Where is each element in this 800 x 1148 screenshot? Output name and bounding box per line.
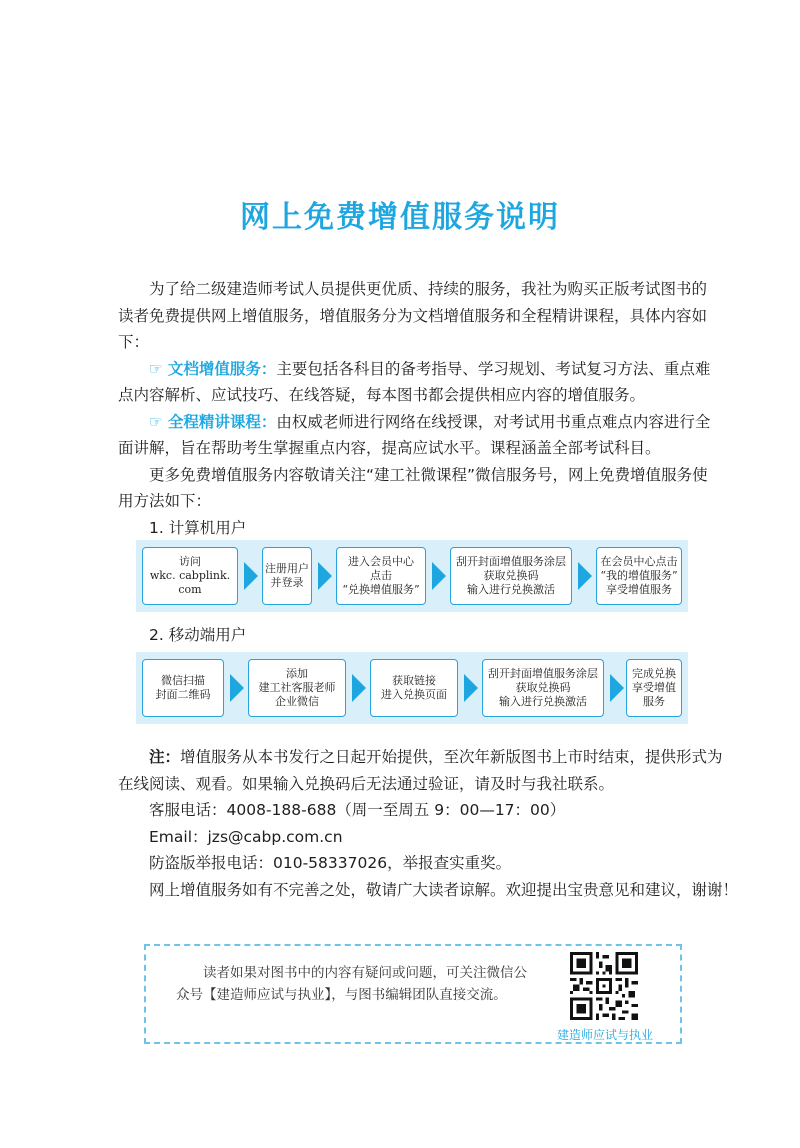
note-label: 注： [149,748,181,766]
computer-flowchart [136,540,688,612]
mobile-flowchart [136,652,688,724]
arrow-right-icon [464,674,478,702]
item-label: 全程精讲课程： [167,412,277,431]
item-document-service [118,356,720,409]
note-text: 增值服务从本书发行之日起开始提供，至次年新版图书上市时结束，提供形式为在线阅读、观看。如果输入兑换码后无法通过验证，请及时与我社联系。 [118,748,723,793]
flow-step: 在会员中心点击 “我的增值服务” 享受增值服务 [596,547,682,605]
pointing-hand-icon: ☞ [149,359,163,378]
more-paragraph: 更多免费增值服务内容敬请关注“建工社微课程”微信服务号，网上免费增值服务使用方法如下： [118,465,708,510]
flow-step: 注册用户 并登录 [262,547,312,605]
item-label: 文档增值服务： [167,359,277,378]
arrow-right-icon [352,674,366,702]
page-title: 网上免费增值服务说明 [240,200,560,235]
phone-line: 客服电话：4008-188-688（周一至周五 9：00—17：00） [149,801,566,819]
arrow-right-icon [610,674,624,702]
item-course-service [118,409,720,462]
item-text: 主要包括各科目的备考指导、学习规划、考试复习方法、重点难点内容解析、应试技巧、在线答疑，每本图书都会提供相应内容的增值服务。 [118,359,711,404]
flow-step: 微信扫描 封面二维码 [142,659,224,717]
email-line: Email：jzs@cabp.com.cn [149,827,343,846]
qr-caption: 建造师应试与执业 [556,1028,653,1042]
arrow-right-icon [230,674,244,702]
arrow-right-icon [578,562,592,590]
flow-step: 获取链接 进入兑换页面 [370,659,458,717]
qr-code-icon [570,952,638,1020]
contact-text: 读者如果对图书中的内容有疑问或问题，可关注微信公众号【建造师应试与执业】，与图书编辑团队直接交流。 [176,965,527,1003]
piracy-line: 防盗版举报电话：010-58337026，举报查实重奖。 [149,854,512,872]
note-paragraph [118,744,738,797]
pointing-hand-icon: ☞ [149,412,163,431]
flow-step: 进入会员中心 点击 “兑换增值服务” [336,547,426,605]
flow-step: 访问 wkc. cabplink. com [142,547,238,605]
arrow-right-icon [244,562,258,590]
contact-box [144,944,682,1044]
flow-step: 完成兑换 享受增值服务 [626,659,682,717]
computer-heading: 1. 计算机用户 [149,518,247,537]
flow-step: 刮开封面增值服务涂层 获取兑换码 输入进行兑换激活 [450,547,572,605]
intro-paragraph: 为了给二级建造师考试人员提供更优质、持续的服务，我社为购买正版考试图书的读者免费提供网上增值服务，增值服务分为文档增值服务和全程精讲课程，具体内容如下： [118,280,708,351]
flow-step: 添加 建工社客服老师 企业微信 [248,659,346,717]
flow-step: 刮开封面增值服务涂层 获取兑换码 输入进行兑换激活 [482,659,604,717]
notes-section [118,744,738,903]
item-text: 由权威老师进行网络在线授课，对考试用书重点难点内容进行全面讲解，旨在帮助考生掌握重点内容，提高应试水平。课程涵盖全部考试科目。 [118,412,711,457]
arrow-right-icon [318,562,332,590]
body-text [118,276,720,541]
arrow-right-icon [432,562,446,590]
closing-line: 网上增值服务如有不完善之处，敬请广大读者谅解。欢迎提出宝贵意见和建议，谢谢！ [149,880,739,899]
mobile-heading: 2. 移动端用户 [149,626,247,644]
